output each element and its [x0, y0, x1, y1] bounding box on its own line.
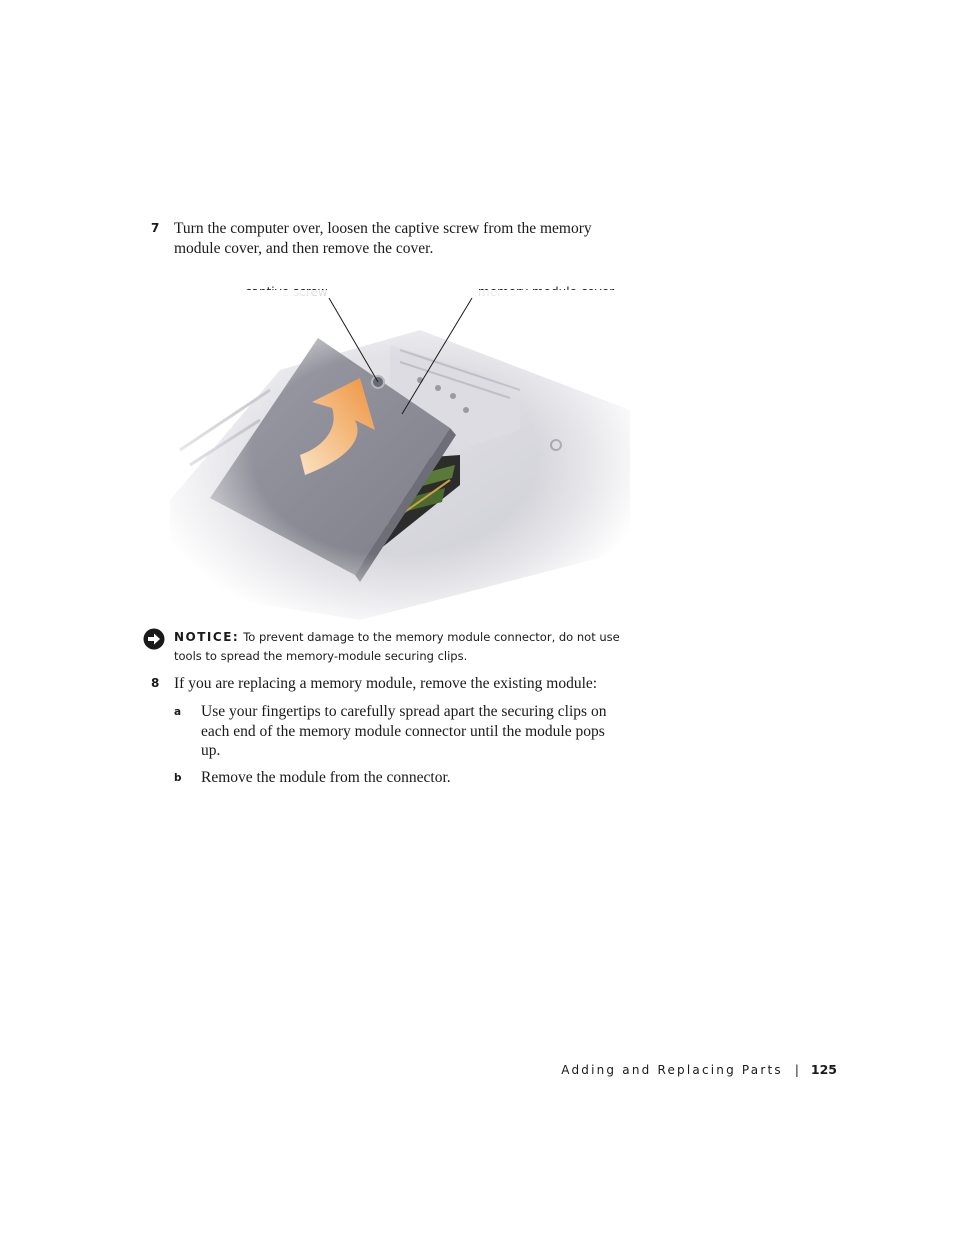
- substep-a: [174, 702, 624, 761]
- footer-section-title: Adding and Replacing Parts: [561, 1063, 783, 1077]
- notice-box: [143, 628, 623, 666]
- substep-letter: b: [174, 772, 182, 784]
- step-number: 8: [151, 676, 160, 690]
- substep-text: Use your fingertips to carefully spread apart the securing clips on each end of the memory module connector until the module pops up.: [201, 703, 607, 759]
- notice-arrow-icon: [143, 628, 165, 650]
- page-number: 125: [810, 1062, 837, 1077]
- page-footer: [561, 1062, 837, 1077]
- step-text: If you are replacing a memory module, remove the existing module:: [174, 675, 598, 692]
- substep-text: Remove the module from the connector.: [201, 769, 451, 786]
- notice-text: To prevent damage to the memory module connector, do not use tools to spread the memory-module securing clips.: [174, 630, 620, 663]
- step-text: Turn the computer over, loosen the captive screw from the memory module cover, and then remove the cover.: [174, 220, 592, 257]
- notice-label: NOTICE:: [174, 630, 240, 644]
- footer-separator: |: [794, 1063, 799, 1077]
- substep-letter: a: [174, 706, 182, 718]
- step-8: [151, 674, 621, 694]
- substep-b: [174, 768, 624, 788]
- step-number: 7: [151, 221, 160, 235]
